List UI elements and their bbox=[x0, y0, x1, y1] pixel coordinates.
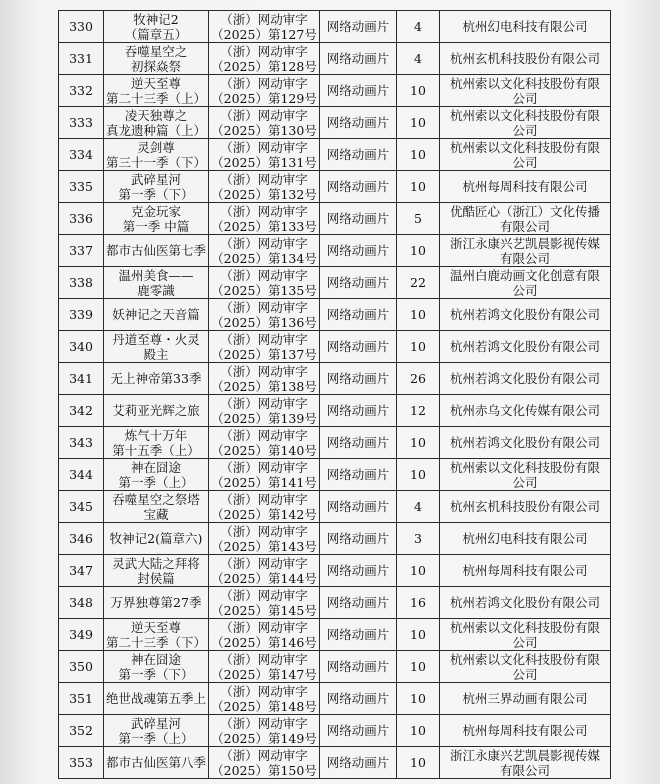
cell-approval-number-line: （浙）网动审字 bbox=[220, 171, 308, 187]
cell-episodes: 10 bbox=[397, 107, 440, 139]
cell-title-line: 鹿零識 bbox=[137, 282, 175, 298]
cell-company-line: 公司 bbox=[512, 634, 538, 650]
cell-title-line: 灵武大陆之拜将 bbox=[112, 555, 200, 571]
table-row bbox=[59, 555, 611, 587]
cell-company-line: 公司 bbox=[512, 122, 538, 138]
cell-approval-number-line: （2025）第142号 bbox=[211, 506, 317, 522]
cell-episodes: 3 bbox=[397, 523, 440, 555]
cell-company-line: 杭州每周科技有限公司 bbox=[462, 179, 588, 194]
cell-type: 网络动画片 bbox=[320, 555, 397, 587]
cell-approval-number-line: （2025）第127号 bbox=[211, 26, 317, 42]
cell-number: 345 bbox=[59, 491, 104, 523]
cell-episodes: 4 bbox=[397, 491, 440, 523]
cell-company bbox=[440, 267, 611, 299]
cell-title-line: 艾莉亚光辉之旅 bbox=[112, 403, 200, 418]
cell-company bbox=[440, 459, 611, 491]
cell-company-line: 优酷匠心（浙江）文化传播 bbox=[449, 203, 600, 219]
cell-title-line: 都市古仙医第八季 bbox=[105, 755, 206, 770]
cell-episodes: 10 bbox=[397, 235, 440, 267]
table-row bbox=[59, 747, 611, 779]
cell-title-line: 万界独尊第27季 bbox=[110, 595, 202, 610]
cell-approval-number bbox=[209, 139, 320, 171]
cell-approval-number-line: （浙）网动审字 bbox=[220, 267, 308, 283]
cell-approval-number bbox=[209, 491, 320, 523]
cell-type: 网络动画片 bbox=[320, 523, 397, 555]
cell-type: 网络动画片 bbox=[320, 363, 397, 395]
cell-number: 347 bbox=[59, 555, 104, 587]
table-row bbox=[59, 331, 611, 363]
cell-type: 网络动画片 bbox=[320, 427, 397, 459]
cell-episodes: 22 bbox=[397, 267, 440, 299]
cell-episodes: 5 bbox=[397, 203, 440, 235]
cell-number: 348 bbox=[59, 587, 104, 619]
cell-approval-number bbox=[209, 651, 320, 683]
cell-company-line: 杭州玄机科技股份有限公司 bbox=[449, 51, 600, 66]
cell-company-line: 杭州每周科技有限公司 bbox=[462, 723, 588, 738]
table-row bbox=[59, 651, 611, 683]
cell-episodes: 10 bbox=[397, 75, 440, 107]
cell-approval-number-line: （浙）网动审字 bbox=[220, 235, 308, 251]
cell-number: 331 bbox=[59, 43, 104, 75]
cell-company bbox=[440, 587, 611, 619]
cell-number: 337 bbox=[59, 235, 104, 267]
cell-type: 网络动画片 bbox=[320, 459, 397, 491]
table-row bbox=[59, 299, 611, 331]
cell-type: 网络动画片 bbox=[320, 267, 397, 299]
cell-company bbox=[440, 43, 611, 75]
table-row bbox=[59, 395, 611, 427]
cell-type: 网络动画片 bbox=[320, 651, 397, 683]
cell-number: 339 bbox=[59, 299, 104, 331]
cell-company bbox=[440, 139, 611, 171]
cell-title-line: 牧神记2 bbox=[133, 11, 179, 27]
cell-type: 网络动画片 bbox=[320, 331, 397, 363]
cell-approval-number-line: （浙）网动审字 bbox=[220, 459, 308, 475]
cell-number: 336 bbox=[59, 203, 104, 235]
cell-type: 网络动画片 bbox=[320, 299, 397, 331]
cell-number: 341 bbox=[59, 363, 104, 395]
cell-type: 网络动画片 bbox=[320, 107, 397, 139]
cell-approval-number-line: （浙）网动审字 bbox=[220, 587, 308, 603]
cell-title bbox=[104, 587, 209, 619]
cell-title bbox=[104, 363, 209, 395]
cell-approval-number-line: （浙）网动审字 bbox=[220, 747, 308, 763]
table-row bbox=[59, 427, 611, 459]
cell-title bbox=[104, 555, 209, 587]
cell-approval-number-line: （2025）第140号 bbox=[211, 442, 317, 458]
cell-type: 网络动画片 bbox=[320, 203, 397, 235]
cell-company-line: 杭州若鸿文化股份有限公司 bbox=[449, 307, 600, 322]
cell-title bbox=[104, 683, 209, 715]
cell-company-line: 杭州玄机科技股份有限公司 bbox=[449, 499, 600, 514]
cell-approval-number-line: （2025）第139号 bbox=[211, 410, 317, 426]
cell-company-line: 杭州若鸿文化股份有限公司 bbox=[449, 339, 600, 354]
cell-title bbox=[104, 43, 209, 75]
cell-approval-number-line: （浙）网动审字 bbox=[220, 651, 308, 667]
cell-title-line: 绝世战魂第五季上 bbox=[105, 691, 206, 706]
cell-title bbox=[104, 491, 209, 523]
cell-title bbox=[104, 747, 209, 779]
cell-company-line: 杭州若鸿文化股份有限公司 bbox=[449, 371, 600, 386]
cell-approval-number bbox=[209, 715, 320, 747]
cell-number: 334 bbox=[59, 139, 104, 171]
cell-approval-number-line: （2025）第145号 bbox=[211, 602, 317, 618]
cell-title bbox=[104, 107, 209, 139]
cell-company bbox=[440, 619, 611, 651]
cell-approval-number-line: （浙）网动审字 bbox=[220, 395, 308, 411]
cell-approval-number-line: （2025）第129号 bbox=[211, 90, 317, 106]
cell-company bbox=[440, 427, 611, 459]
cell-episodes: 4 bbox=[397, 11, 440, 43]
cell-episodes: 4 bbox=[397, 43, 440, 75]
cell-title bbox=[104, 139, 209, 171]
cell-title-line: 无上神帝第33季 bbox=[110, 371, 202, 386]
cell-approval-number-line: （浙）网动审字 bbox=[220, 203, 308, 219]
table-row bbox=[59, 619, 611, 651]
cell-title bbox=[104, 203, 209, 235]
cell-episodes: 10 bbox=[397, 459, 440, 491]
cell-company-line: 公司 bbox=[512, 90, 538, 106]
cell-company-line: 浙江永康兴艺凯晨影视传媒 bbox=[449, 235, 600, 251]
cell-company-line: 公司 bbox=[512, 154, 538, 170]
cell-approval-number-line: （2025）第132号 bbox=[211, 186, 317, 202]
cell-company-line: 温州白鹿动画文化创意有限 bbox=[449, 267, 600, 283]
cell-title-line: 封侯篇 bbox=[137, 570, 175, 586]
cell-company-line: 杭州每周科技有限公司 bbox=[462, 563, 588, 578]
cell-company-line: 公司 bbox=[512, 282, 538, 298]
cell-approval-number bbox=[209, 619, 320, 651]
cell-number: 343 bbox=[59, 427, 104, 459]
cell-approval-number-line: （浙）网动审字 bbox=[220, 715, 308, 731]
cell-episodes: 10 bbox=[397, 747, 440, 779]
cell-company-line: 杭州若鸿文化股份有限公司 bbox=[449, 595, 600, 610]
cell-company bbox=[440, 75, 611, 107]
cell-type: 网络动画片 bbox=[320, 683, 397, 715]
cell-company bbox=[440, 523, 611, 555]
table-row bbox=[59, 523, 611, 555]
table-row bbox=[59, 235, 611, 267]
cell-approval-number bbox=[209, 523, 320, 555]
cell-approval-number-line: （浙）网动审字 bbox=[220, 491, 308, 507]
cell-approval-number-line: （2025）第128号 bbox=[211, 58, 317, 74]
cell-approval-number-line: （浙）网动审字 bbox=[220, 299, 308, 315]
cell-type: 网络动画片 bbox=[320, 395, 397, 427]
cell-title-line: 逆天至尊 bbox=[130, 619, 181, 635]
cell-title-line: 吞噬星空之祭塔 bbox=[112, 491, 200, 507]
cell-approval-number bbox=[209, 395, 320, 427]
cell-approval-number-line: （2025）第134号 bbox=[211, 250, 317, 266]
cell-title-line: 都市古仙医第七季 bbox=[105, 243, 206, 258]
cell-approval-number bbox=[209, 299, 320, 331]
cell-title-line: 武碎星河 bbox=[130, 715, 181, 731]
table-row bbox=[59, 491, 611, 523]
cell-title-line: 吞噬星空之 bbox=[124, 43, 188, 59]
cell-approval-number-line: （2025）第130号 bbox=[211, 122, 317, 138]
table-row bbox=[59, 11, 611, 43]
cell-title bbox=[104, 619, 209, 651]
cell-title bbox=[104, 11, 209, 43]
cell-episodes: 10 bbox=[397, 683, 440, 715]
cell-type: 网络动画片 bbox=[320, 171, 397, 203]
cell-company bbox=[440, 651, 611, 683]
cell-episodes: 10 bbox=[397, 619, 440, 651]
cell-title bbox=[104, 427, 209, 459]
cell-number: 338 bbox=[59, 267, 104, 299]
cell-episodes: 16 bbox=[397, 587, 440, 619]
cell-number: 340 bbox=[59, 331, 104, 363]
cell-approval-number-line: （2025）第147号 bbox=[211, 666, 317, 682]
cell-company bbox=[440, 747, 611, 779]
cell-type: 网络动画片 bbox=[320, 235, 397, 267]
cell-approval-number-line: （2025）第146号 bbox=[211, 634, 317, 650]
cell-title-line: 武碎星河 bbox=[130, 171, 181, 187]
cell-title bbox=[104, 331, 209, 363]
cell-episodes: 10 bbox=[397, 171, 440, 203]
cell-title bbox=[104, 395, 209, 427]
cell-title-line: 克金玩家 bbox=[130, 203, 181, 219]
cell-company bbox=[440, 683, 611, 715]
table-row bbox=[59, 459, 611, 491]
cell-title bbox=[104, 459, 209, 491]
cell-approval-number-line: （2025）第150号 bbox=[211, 762, 317, 778]
cell-company-line: 公司 bbox=[512, 666, 538, 682]
cell-type: 网络动画片 bbox=[320, 619, 397, 651]
cell-approval-number-line: （2025）第137号 bbox=[211, 346, 317, 362]
cell-title-line: 第二十三季（上） bbox=[105, 90, 206, 106]
cell-approval-number-line: （浙）网动审字 bbox=[220, 75, 308, 91]
cell-company-line: 杭州若鸿文化股份有限公司 bbox=[449, 435, 600, 450]
cell-episodes: 10 bbox=[397, 299, 440, 331]
cell-title-line: 逆天至尊 bbox=[130, 75, 181, 91]
cell-approval-number bbox=[209, 555, 320, 587]
approval-table bbox=[58, 10, 611, 779]
cell-company-line: 杭州赤乌文化传媒有限公司 bbox=[449, 403, 600, 418]
cell-title-line: 第三十一季（下） bbox=[105, 154, 206, 170]
cell-approval-number bbox=[209, 427, 320, 459]
cell-title-line: 炼气十万年 bbox=[124, 427, 188, 443]
cell-approval-number-line: （2025）第144号 bbox=[211, 570, 317, 586]
cell-company-line: 杭州索以文化科技股份有限 bbox=[449, 619, 600, 635]
cell-approval-number-line: （浙）网动审字 bbox=[220, 107, 308, 123]
table-row bbox=[59, 683, 611, 715]
cell-title bbox=[104, 299, 209, 331]
table-row bbox=[59, 171, 611, 203]
table-row bbox=[59, 75, 611, 107]
cell-type: 网络动画片 bbox=[320, 491, 397, 523]
cell-episodes: 10 bbox=[397, 555, 440, 587]
cell-approval-number-line: （浙）网动审字 bbox=[220, 139, 308, 155]
cell-title-line: 第一季 中篇 bbox=[122, 218, 190, 234]
cell-number: 333 bbox=[59, 107, 104, 139]
cell-approval-number-line: （2025）第133号 bbox=[211, 218, 317, 234]
cell-number: 346 bbox=[59, 523, 104, 555]
cell-approval-number bbox=[209, 459, 320, 491]
cell-company-line: 杭州索以文化科技股份有限 bbox=[449, 75, 600, 91]
table-body bbox=[59, 11, 611, 779]
cell-approval-number-line: （2025）第149号 bbox=[211, 730, 317, 746]
cell-company-line: 杭州索以文化科技股份有限 bbox=[449, 107, 600, 123]
cell-approval-number bbox=[209, 683, 320, 715]
cell-number: 342 bbox=[59, 395, 104, 427]
table-row bbox=[59, 363, 611, 395]
cell-title-line: 第一季（上） bbox=[118, 730, 194, 746]
cell-title-line: 第一季（下） bbox=[118, 186, 194, 202]
cell-company bbox=[440, 395, 611, 427]
cell-title-line: 神在囧途 bbox=[130, 651, 181, 667]
cell-title-line: 初探焱祭 bbox=[130, 58, 181, 74]
cell-approval-number-line: （浙）网动审字 bbox=[220, 427, 308, 443]
cell-company-line: 杭州幻电科技有限公司 bbox=[462, 19, 588, 34]
cell-number: 353 bbox=[59, 747, 104, 779]
cell-approval-number bbox=[209, 107, 320, 139]
table-row bbox=[59, 43, 611, 75]
cell-type: 网络动画片 bbox=[320, 11, 397, 43]
cell-company-line: 有限公司 bbox=[499, 762, 550, 778]
cell-approval-number-line: （浙）网动审字 bbox=[220, 523, 308, 539]
cell-approval-number bbox=[209, 75, 320, 107]
cell-approval-number bbox=[209, 43, 320, 75]
cell-company bbox=[440, 11, 611, 43]
cell-number: 350 bbox=[59, 651, 104, 683]
cell-title bbox=[104, 523, 209, 555]
cell-approval-number-line: （2025）第138号 bbox=[211, 378, 317, 394]
cell-number: 332 bbox=[59, 75, 104, 107]
cell-type: 网络动画片 bbox=[320, 747, 397, 779]
cell-approval-number-line: （浙）网动审字 bbox=[220, 619, 308, 635]
cell-title-line: 第二十三季（下） bbox=[105, 634, 206, 650]
cell-title-line: 妖神记之天音篇 bbox=[112, 307, 200, 322]
cell-approval-number-line: （2025）第135号 bbox=[211, 282, 317, 298]
table-row bbox=[59, 715, 611, 747]
cell-company bbox=[440, 491, 611, 523]
cell-title-line: 第一季（下） bbox=[118, 666, 194, 682]
cell-company-line: 公司 bbox=[512, 474, 538, 490]
cell-company bbox=[440, 171, 611, 203]
cell-company bbox=[440, 235, 611, 267]
table-row bbox=[59, 107, 611, 139]
cell-number: 351 bbox=[59, 683, 104, 715]
cell-type: 网络动画片 bbox=[320, 139, 397, 171]
cell-company bbox=[440, 715, 611, 747]
cell-approval-number-line: （浙）网动审字 bbox=[220, 43, 308, 59]
cell-episodes: 26 bbox=[397, 363, 440, 395]
cell-title-line: 真龙遗种篇（上） bbox=[105, 122, 206, 138]
cell-approval-number bbox=[209, 171, 320, 203]
cell-title-line: 神在囧途 bbox=[130, 459, 181, 475]
cell-approval-number bbox=[209, 331, 320, 363]
cell-approval-number-line: （浙）网动审字 bbox=[220, 683, 308, 699]
cell-number: 344 bbox=[59, 459, 104, 491]
cell-episodes: 12 bbox=[397, 395, 440, 427]
cell-episodes: 10 bbox=[397, 651, 440, 683]
cell-episodes: 10 bbox=[397, 331, 440, 363]
cell-company bbox=[440, 299, 611, 331]
cell-company bbox=[440, 363, 611, 395]
cell-company-line: 杭州索以文化科技股份有限 bbox=[449, 139, 600, 155]
cell-approval-number-line: （浙）网动审字 bbox=[220, 11, 308, 27]
cell-approval-number-line: （2025）第143号 bbox=[211, 538, 317, 554]
cell-approval-number bbox=[209, 587, 320, 619]
cell-episodes: 10 bbox=[397, 715, 440, 747]
cell-approval-number bbox=[209, 11, 320, 43]
cell-title-line: 宝藏 bbox=[143, 506, 169, 522]
cell-title bbox=[104, 267, 209, 299]
cell-number: 335 bbox=[59, 171, 104, 203]
cell-title-line: 丹道至尊・火灵 bbox=[112, 331, 200, 347]
cell-approval-number bbox=[209, 747, 320, 779]
cell-title-line: 第十五季（上） bbox=[112, 442, 200, 458]
cell-approval-number-line: （2025）第136号 bbox=[211, 314, 317, 330]
cell-title-line: 殿主 bbox=[143, 346, 169, 362]
cell-approval-number-line: （浙）网动审字 bbox=[220, 331, 308, 347]
cell-title bbox=[104, 235, 209, 267]
cell-approval-number-line: （浙）网动审字 bbox=[220, 555, 308, 571]
cell-number: 349 bbox=[59, 619, 104, 651]
cell-title bbox=[104, 715, 209, 747]
table-row bbox=[59, 587, 611, 619]
table-row bbox=[59, 139, 611, 171]
cell-company-line: 杭州索以文化科技股份有限 bbox=[449, 651, 600, 667]
cell-title bbox=[104, 75, 209, 107]
cell-title-line: （篇章五） bbox=[124, 26, 188, 42]
cell-company-line: 有限公司 bbox=[499, 250, 550, 266]
cell-number: 352 bbox=[59, 715, 104, 747]
cell-episodes: 10 bbox=[397, 139, 440, 171]
cell-title-line: 第一季（上） bbox=[118, 474, 194, 490]
cell-number: 330 bbox=[59, 11, 104, 43]
cell-type: 网络动画片 bbox=[320, 75, 397, 107]
cell-approval-number bbox=[209, 363, 320, 395]
cell-approval-number-line: （2025）第148号 bbox=[211, 698, 317, 714]
cell-company-line: 杭州幻电科技有限公司 bbox=[462, 531, 588, 546]
cell-title-line: 灵剑尊 bbox=[137, 139, 175, 155]
cell-company bbox=[440, 555, 611, 587]
table-row bbox=[59, 267, 611, 299]
cell-title-line: 温州美食—— bbox=[118, 267, 194, 283]
cell-approval-number-line: （2025）第141号 bbox=[211, 474, 317, 490]
cell-title bbox=[104, 171, 209, 203]
cell-type: 网络动画片 bbox=[320, 587, 397, 619]
cell-title-line: 牧神记2(篇章六) bbox=[109, 531, 203, 546]
cell-approval-number-line: （2025）第131号 bbox=[211, 154, 317, 170]
cell-company bbox=[440, 203, 611, 235]
cell-company-line: 杭州三界动画有限公司 bbox=[462, 691, 588, 706]
cell-title bbox=[104, 651, 209, 683]
cell-company-line: 浙江永康兴艺凯晨影视传媒 bbox=[449, 747, 600, 763]
cell-company-line: 有限公司 bbox=[499, 218, 550, 234]
table-row bbox=[59, 203, 611, 235]
cell-approval-number-line: （浙）网动审字 bbox=[220, 363, 308, 379]
cell-approval-number bbox=[209, 235, 320, 267]
cell-type: 网络动画片 bbox=[320, 43, 397, 75]
cell-approval-number bbox=[209, 267, 320, 299]
cell-approval-number bbox=[209, 203, 320, 235]
cell-company bbox=[440, 107, 611, 139]
cell-title-line: 凌天独尊之 bbox=[124, 107, 188, 123]
cell-company bbox=[440, 331, 611, 363]
cell-episodes: 10 bbox=[397, 427, 440, 459]
cell-type: 网络动画片 bbox=[320, 715, 397, 747]
cell-company-line: 杭州索以文化科技股份有限 bbox=[449, 459, 600, 475]
